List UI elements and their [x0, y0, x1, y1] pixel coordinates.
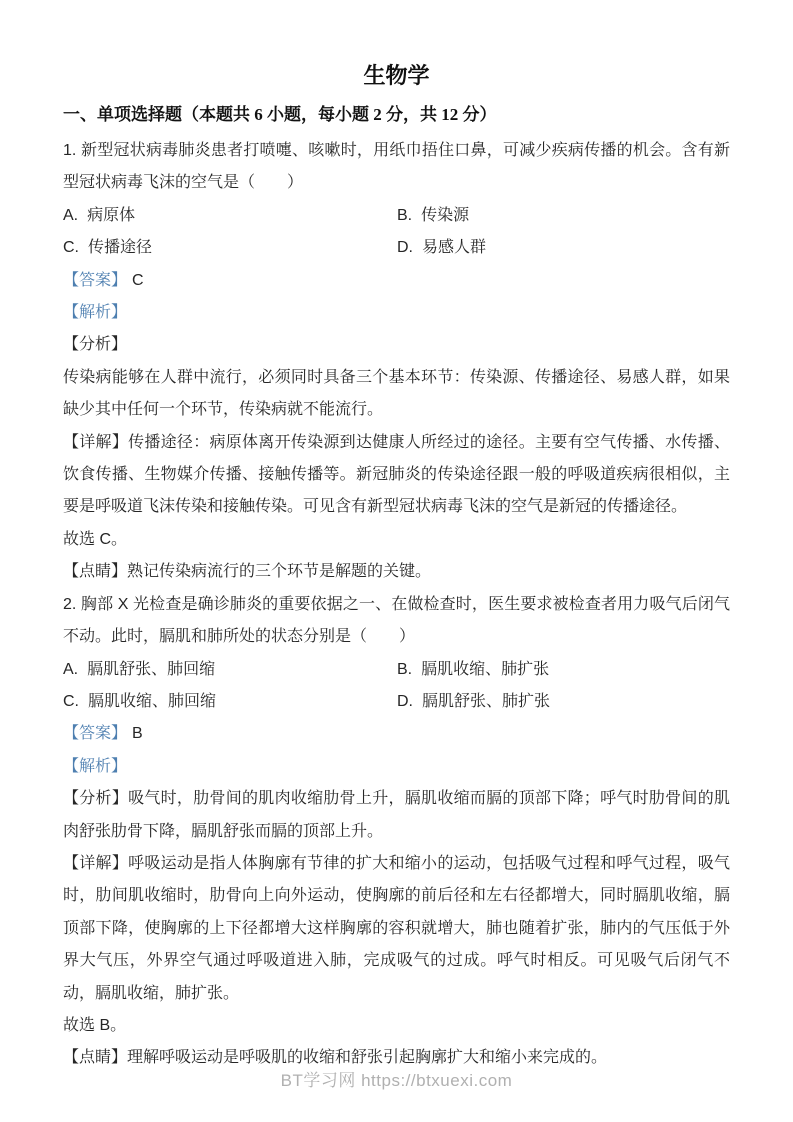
- analysis-text: 吸气时，肋骨间的肌肉收缩肋骨上升，膈肌收缩而膈的顶部下降；呼气时肋骨间的肌肉舒张肋骨下降，膈肌舒张而膈的顶部上升。: [63, 790, 730, 840]
- question-block-2: [63, 589, 730, 1075]
- option-key: A.: [63, 660, 79, 678]
- jiexi-line: [63, 751, 730, 783]
- page-title: 生物学: [363, 63, 430, 88]
- answer-value: B: [132, 725, 143, 743]
- section-heading: 一、单项选择题（本题共 6 小题，每小题 2 分，共 12 分）: [63, 105, 497, 124]
- analysis-paragraph: [63, 783, 730, 848]
- options-row: [63, 232, 730, 264]
- dianjing-label: 【点睛】: [63, 563, 128, 581]
- jiexi-label: 【解析】: [63, 757, 128, 775]
- options-row: [63, 686, 730, 718]
- option-b: [397, 654, 731, 686]
- options-row: [63, 200, 730, 232]
- answer-value: C: [132, 271, 144, 289]
- option-text: 膈肌收缩、肺回缩: [88, 692, 217, 710]
- jiexi-label: 【解析】: [63, 304, 128, 322]
- analysis-paragraph: 传染病能够在人群中流行，必须同时具备三个基本环节：传染源、传播途径、易感人群，如果缺少其中任何一个环节，传染病就不能流行。: [63, 368, 730, 419]
- option-key: B.: [397, 206, 413, 224]
- option-key: D.: [397, 692, 413, 710]
- answer-label: 【答案】: [63, 271, 128, 289]
- answer-line: [63, 265, 730, 297]
- option-text: 膈肌舒张、肺扩张: [422, 692, 551, 710]
- option-text: 传播途径: [88, 239, 153, 257]
- jiexi-line: [63, 297, 730, 329]
- tip-text: 理解呼吸运动是呼吸肌的收缩和舒张引起胸廓扩大和缩小来完成的。: [127, 1049, 608, 1067]
- option-d: [397, 232, 731, 264]
- detail-paragraph: [63, 848, 730, 1010]
- option-a: [63, 654, 397, 686]
- document-body: [63, 135, 730, 1075]
- option-c: [63, 232, 397, 264]
- option-key: C.: [63, 239, 79, 257]
- option-d: [397, 686, 731, 718]
- option-key: D.: [397, 239, 413, 257]
- options-row: [63, 654, 730, 686]
- xiangjie-label: 【详解】: [63, 854, 129, 872]
- fenxi-label-line: [63, 329, 730, 361]
- option-text: 膈肌舒张、肺回缩: [87, 660, 216, 678]
- option-key: A.: [63, 206, 79, 224]
- detail-paragraph: [63, 427, 730, 524]
- fenxi-label: 【分析】: [63, 790, 129, 808]
- option-b: [397, 200, 731, 232]
- option-key: C.: [63, 692, 79, 710]
- detail-text: 呼吸运动是指人体胸廓有节律的扩大和缩小的运动，包括吸气过程和呼气过程，吸气时，肋间肌收缩时，肋骨向上向外运动，使胸廓的前后径和左右径都增大，同时膈肌收缩，膈顶部下降，使胸廓的上下径都增大这样胸廓的容积就增大，肺也随着扩张，肺内的气压低于外界大气压，外界空气通过呼吸道进入肺，完成吸气的过成。呼气时相反。可见吸气后闭气不动，膈肌收缩，肺扩张。: [63, 854, 730, 1002]
- option-text: 膈肌收缩、肺扩张: [421, 660, 550, 678]
- document-content: [63, 0, 730, 1075]
- tip-text: 熟记传染病流行的三个环节是解题的关键。: [127, 563, 432, 581]
- question-stem: 1. 新型冠状病毒肺炎患者打喷嚏、咳嗽时，用纸巾捂住口鼻，可减少疾病传播的机会。含有新型冠状病毒飞沫的空气是（ ）: [63, 142, 730, 192]
- fenxi-label: 【分析】: [63, 336, 128, 354]
- option-a: [63, 200, 397, 232]
- detail-text: 传播途径：病原体离开传染源到达健康人所经过的途径。主要有空气传播、水传播、饮食传播、生物媒介传播、接触传播等。新冠肺炎的传染途径跟一般的呼吸道疾病很相似，主要是呼吸道飞沫传染和接触传染。可见含有新型冠状病毒飞沫的空气是新冠的传播途径。: [63, 433, 730, 516]
- option-text: 病原体: [87, 206, 136, 224]
- option-key: B.: [397, 660, 413, 678]
- answer-label: 【答案】: [63, 725, 128, 743]
- site-watermark: BT学习网 https://btxuexi.com: [280, 1071, 513, 1090]
- answer-line: [63, 718, 730, 750]
- option-text: 传染源: [421, 206, 470, 224]
- conclusion-line: 故选 B。: [63, 1016, 127, 1034]
- option-text: 易感人群: [422, 239, 487, 257]
- tip-paragraph: [63, 556, 730, 588]
- question-block-1: [63, 135, 730, 589]
- question-stem: 2. 胸部 X 光检查是确诊肺炎的重要依据之一、在做检查时，医生要求被检查者用力吸气后闭气不动。此时，膈肌和肺所处的状态分别是（ ）: [63, 595, 730, 646]
- dianjing-label: 【点睛】: [63, 1049, 128, 1067]
- option-c: [63, 686, 397, 718]
- xiangjie-label: 【详解】: [63, 433, 129, 451]
- conclusion-line: 故选 C。: [63, 530, 128, 548]
